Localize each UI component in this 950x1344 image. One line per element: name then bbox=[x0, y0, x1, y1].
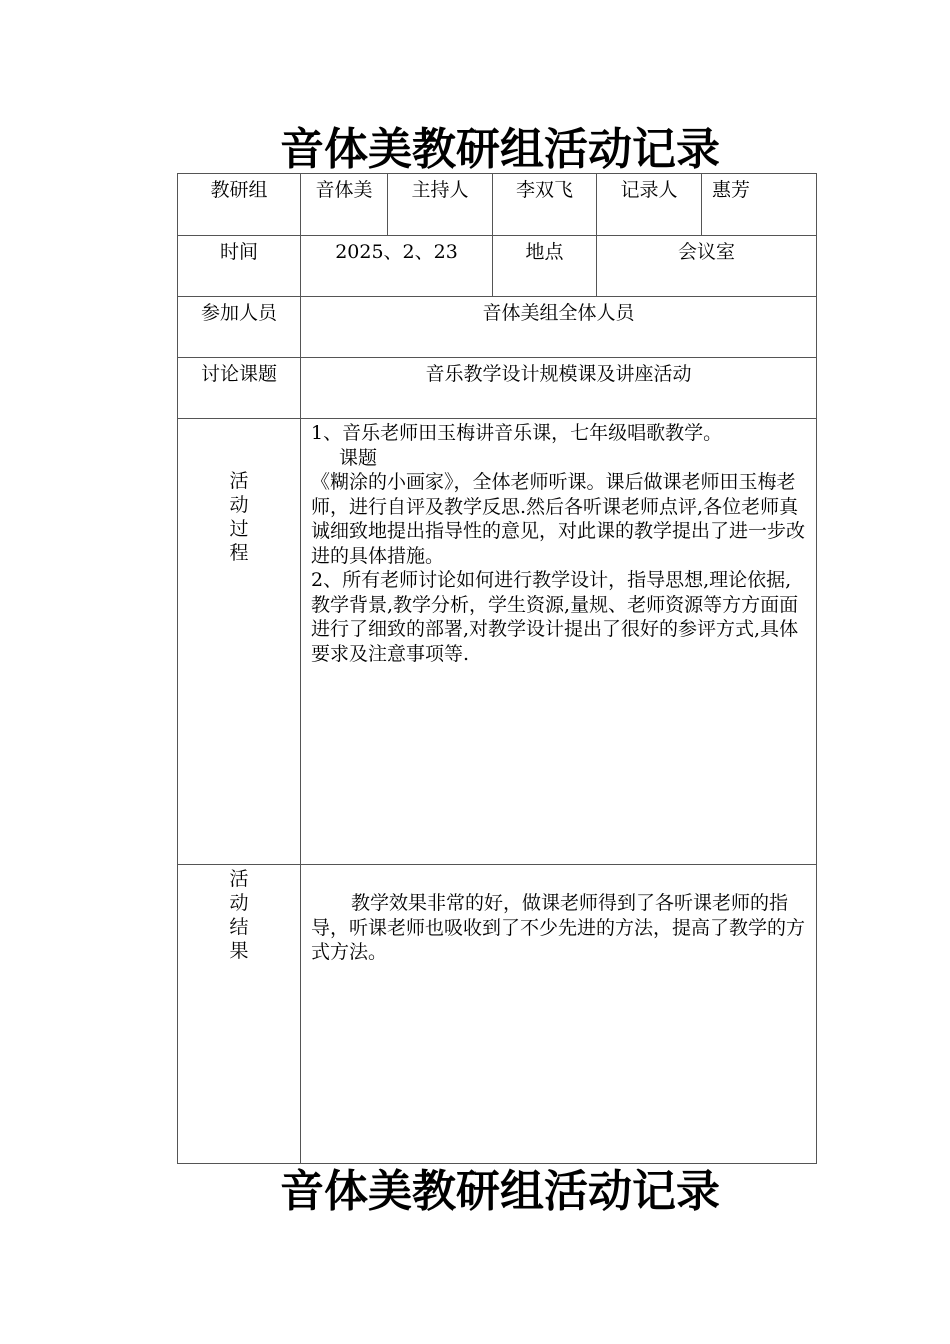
label-recorder: 记录人 bbox=[597, 174, 702, 236]
activity-process-content bbox=[301, 419, 817, 865]
label-char: 活 bbox=[229, 470, 249, 492]
label-char: 程 bbox=[229, 542, 249, 564]
process-item-1-detail: 《糊涂的小画家》，全体老师听课。课后做课老师田玉梅老师，进行自评及教学反思.然后各听课老师点评,各位老师真诚细致地提出指导性的意见，对此课的教学提出了进一步改进的具体措施。 bbox=[311, 471, 806, 567]
page-title: 音体美教研组活动记录 bbox=[280, 124, 720, 175]
label-activity-process bbox=[178, 419, 301, 865]
activity-record-table bbox=[177, 173, 817, 1164]
label-time: 时间 bbox=[178, 236, 301, 297]
label-topic: 讨论课题 bbox=[178, 358, 301, 419]
process-item-2: 2、所有老师讨论如何进行教学设计，指导思想,理论依据,教学背景,教学分析，学生资源,量规、老师资源等方方面面进行了细致的部署,对教学设计提出了很好的参评方式,具体要求及注意事项等. bbox=[311, 569, 799, 665]
table-row bbox=[178, 297, 817, 358]
label-char: 结 bbox=[229, 916, 249, 938]
label-activity-result bbox=[178, 865, 301, 1164]
label-char: 活 bbox=[229, 868, 249, 890]
activity-result-content bbox=[301, 865, 817, 1164]
result-paragraph: 教学效果非常的好，做课老师得到了各听课老师的指导，听课老师也吸收到了不少先进的方法，提高了教学的方式方法。 bbox=[311, 892, 806, 963]
label-char: 动 bbox=[229, 494, 249, 516]
recorder-value: 惠芳 bbox=[702, 174, 817, 236]
label-place: 地点 bbox=[493, 236, 597, 297]
label-char: 动 bbox=[229, 892, 249, 914]
label-char: 过 bbox=[229, 518, 249, 540]
topic-value: 音乐教学设计规模课及讲座活动 bbox=[301, 358, 817, 419]
process-topic-label: 课题 bbox=[339, 446, 378, 469]
label-participants: 参加人员 bbox=[178, 297, 301, 358]
label-char: 果 bbox=[229, 940, 249, 962]
table-row bbox=[178, 236, 817, 297]
page-title-repeat: 音体美教研组活动记录 bbox=[280, 1166, 720, 1217]
research-group-value: 音体美 bbox=[301, 174, 388, 236]
table-row bbox=[178, 358, 817, 419]
participants-value: 音体美组全体人员 bbox=[301, 297, 817, 358]
table-row bbox=[178, 419, 817, 865]
label-host: 主持人 bbox=[388, 174, 493, 236]
process-item-1: 1、音乐老师田玉梅讲音乐课，七年级唱歌教学。 bbox=[311, 422, 723, 444]
place-value: 会议室 bbox=[597, 236, 817, 297]
label-research-group: 教研组 bbox=[178, 174, 301, 236]
host-value: 李双飞 bbox=[493, 174, 597, 236]
table-row bbox=[178, 865, 817, 1164]
time-value: 2025、2、23 bbox=[301, 236, 493, 297]
table-row bbox=[178, 174, 817, 236]
